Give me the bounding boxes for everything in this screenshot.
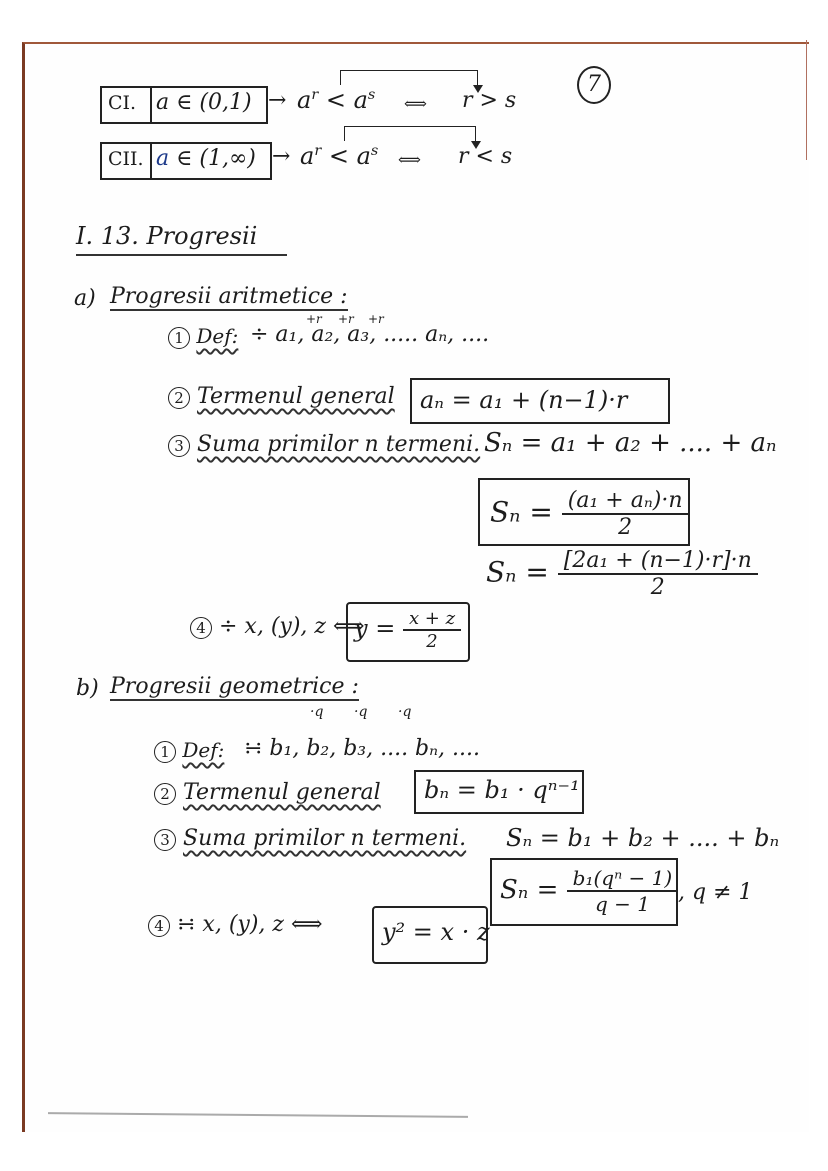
middle-term-formula: y = $\frac{x + z}{2}$ [354, 608, 461, 652]
subsection-heading: Progresii aritmetice : [110, 284, 348, 309]
step-annotation: +r [306, 312, 322, 326]
step-annotation: ·q [354, 704, 368, 720]
case-result: r < s [458, 144, 513, 169]
case-label: CI. [108, 92, 137, 114]
sum-formula-boxed: Sₙ = $\frac{\text{(a₁ + aₙ)·n}}{2}$ [490, 488, 689, 540]
general-term-formula: aₙ = a₁ + (n−1)·r [420, 386, 628, 414]
item-2: 2 Termenul general [154, 780, 381, 805]
sequence-definition: ∺ b₁, b₂, b₃, .... bₙ, .... [244, 736, 481, 761]
item-1: 1 Def: [168, 324, 238, 349]
case-condition-box [148, 86, 268, 124]
implication-arrow [344, 126, 476, 141]
case-label-box [100, 142, 152, 180]
item-1: 1 Def: [154, 738, 224, 763]
item-4: 4 ÷ x, (y), z ⟺ [190, 614, 365, 639]
case-condition: a ∈ (1,∞) [156, 146, 256, 171]
subsection-prefix: a) [74, 286, 96, 311]
page-number: 7 [577, 66, 611, 104]
sum-formula: Sₙ = b₁ + b₂ + .... + bₙ [506, 824, 780, 852]
item-3: 3 Suma primilor n termeni. [154, 826, 466, 851]
case-condition: a ∈ (0,1) [156, 90, 252, 115]
step-annotation: +r [368, 312, 384, 326]
sum-formula: Sₙ = a₁ + a₂ + .... + aₙ [484, 428, 777, 458]
case-condition-box [148, 142, 272, 180]
subsection-prefix: b) [76, 676, 99, 701]
formula-box [346, 602, 470, 662]
item-4: 4 ∺ x, (y), z ⟺ [148, 912, 323, 937]
case-label: CII. [108, 148, 144, 170]
formula-box [372, 906, 488, 964]
implication-arrow [340, 70, 478, 85]
sum-formula-boxed: Sₙ = $\frac{\text{b₁(qⁿ − 1)}}{q - 1}$ [500, 866, 678, 916]
sequence-definition: ÷ a₁, a₂, a₃, ..... aₙ, .... [250, 322, 490, 347]
section-title: I. 13. Progresii [76, 222, 287, 256]
arrow: → [268, 88, 287, 113]
step-annotation: ·q [398, 704, 412, 720]
equivalence: ⟺ [404, 94, 427, 113]
step-annotation: ·q [310, 704, 324, 720]
item-2: 2 Termenul general [168, 384, 395, 409]
inequality: $a^r < a^s$ [300, 142, 379, 170]
page-edge [806, 40, 807, 160]
formula-box [410, 378, 670, 424]
formula-box [478, 478, 690, 546]
case-result: r > s [462, 88, 517, 113]
ratio-condition: , q ≠ 1 [678, 880, 753, 905]
geometric-mean-formula: y² = x · z [382, 918, 490, 946]
formula-box [414, 770, 584, 814]
step-annotation: +r [338, 312, 354, 326]
inequality: $a^r < a^s$ [297, 86, 376, 114]
general-term-formula: bₙ = b₁ · qⁿ⁻¹ [424, 776, 580, 804]
subsection-heading: Progresii geometrice : [110, 674, 359, 699]
item-3: 3 Suma primilor n termeni. [168, 432, 480, 457]
case-label-box [100, 86, 152, 124]
equivalence: ⟺ [398, 150, 421, 169]
arrow: → [272, 144, 291, 169]
sum-formula-alt: Sₙ = $\frac{\text{[2a₁ + (n−1)·r]·n}}{2}$ [486, 548, 758, 600]
formula-box [490, 858, 678, 926]
